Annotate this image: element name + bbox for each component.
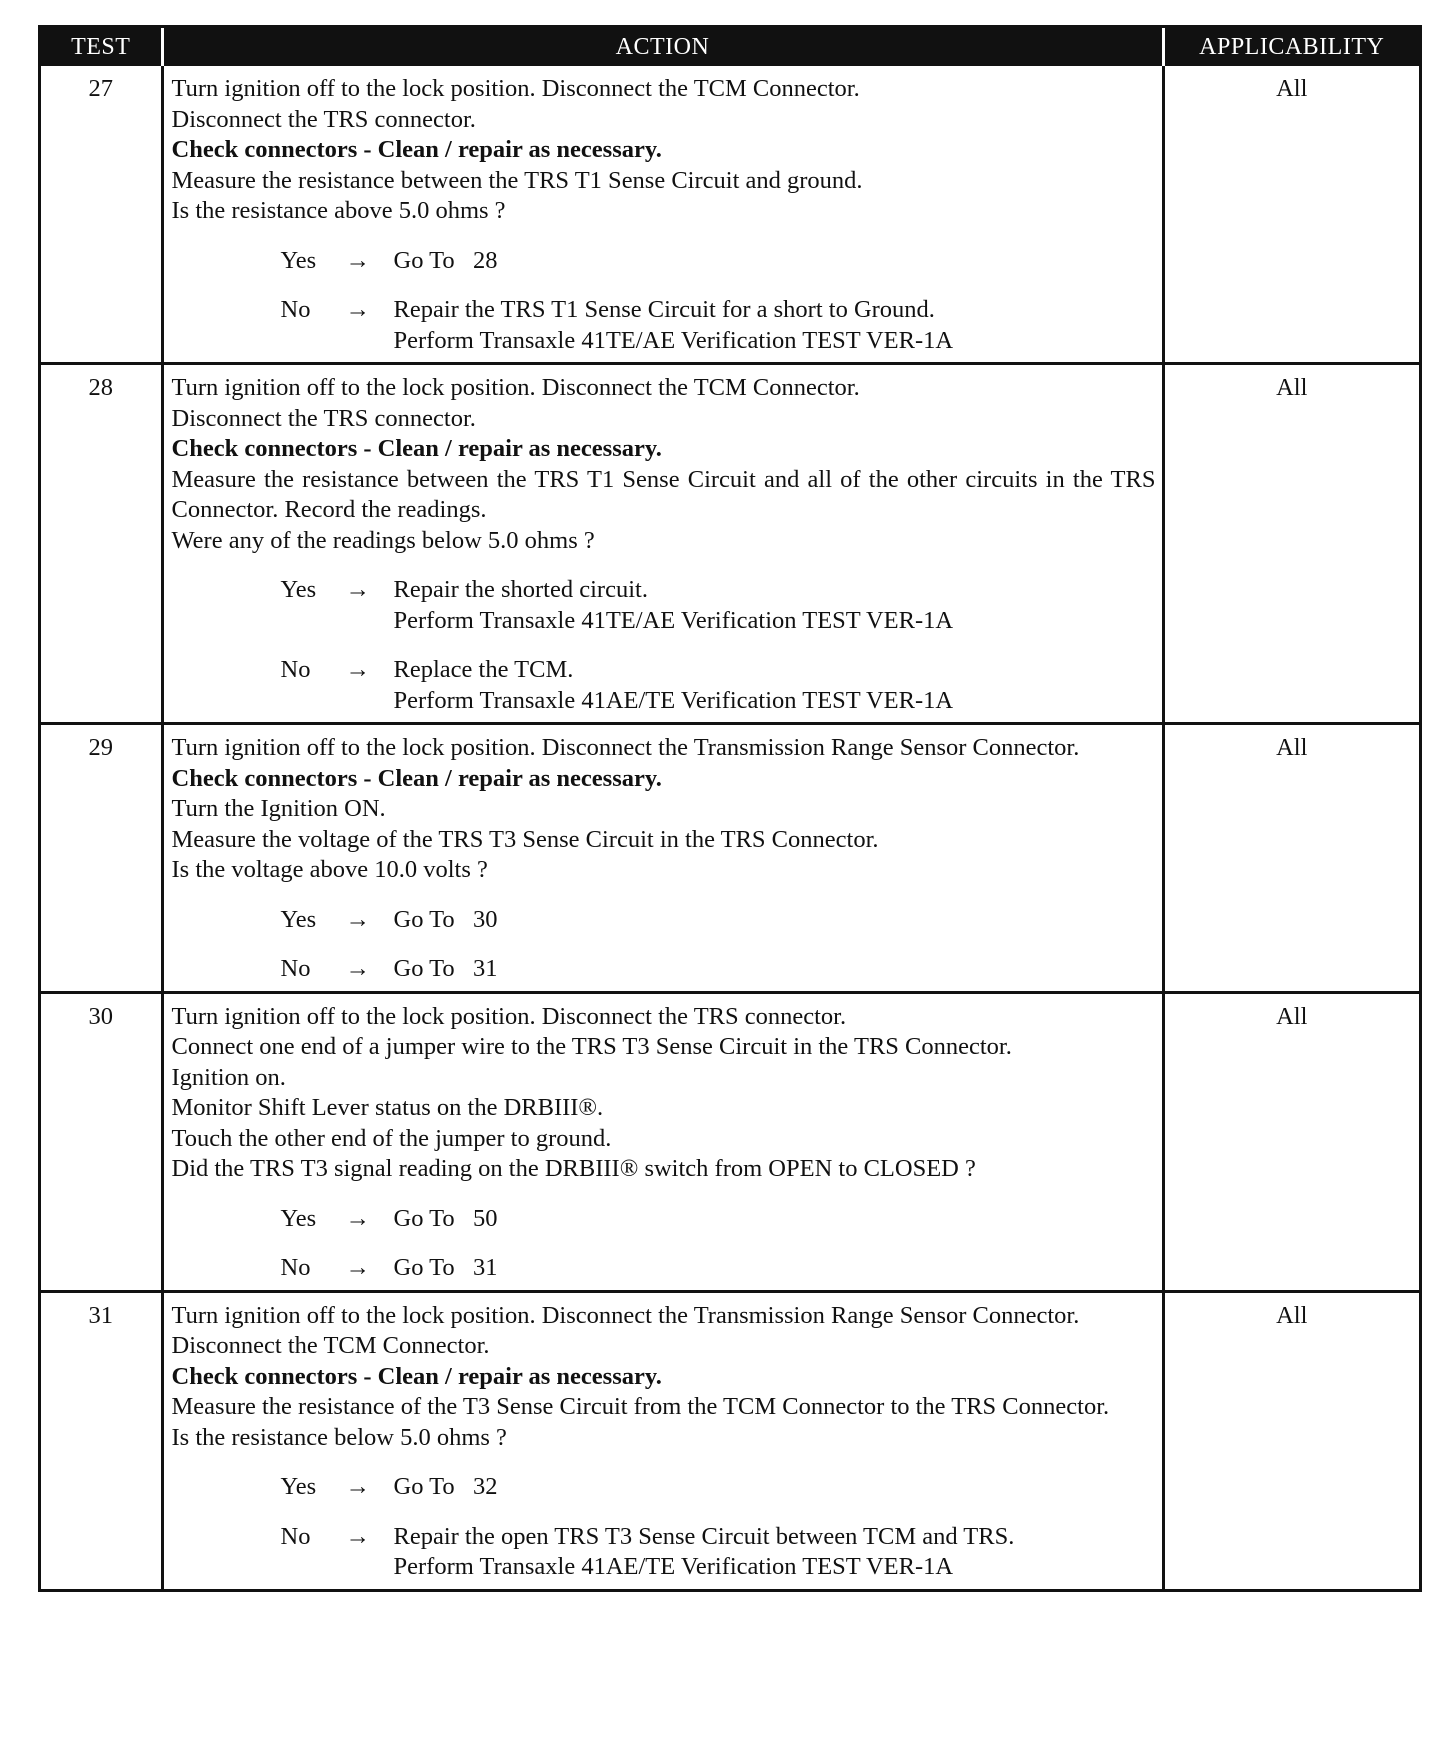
action-line: Measure the resistance between the TRS T1 Sense Circuit and all of the other circuits in the TRS Connector. Record the readings. [171,465,1156,523]
action-line: Touch the other end of the jumper to ground. [171,1124,612,1152]
answer-yes [172,1204,1156,1235]
question-line: Did the TRS T3 signal reading on the DRBIII® switch from OPEN to CLOSED ? [171,1155,976,1182]
answer-block [172,246,1156,357]
question-line: Is the voltage above 10.0 volts ? [171,856,488,883]
action-line: Disconnect the TRS connector. [171,404,476,432]
table-row [41,724,1419,993]
table-header [41,28,1419,66]
yes-label: Yes [280,576,317,603]
arrow-icon: → [345,296,370,323]
action-line: Measure the voltage of the TRS T3 Sense Circuit in the TRS Connector. [171,825,879,853]
arrow-icon: → [345,905,370,933]
applicability-value: All [1163,1291,1419,1589]
result-line: Perform Transaxle 41AE/TE Verification TEST VER-1A [393,686,954,714]
yes-label: Yes [280,246,317,274]
question-line: Were any of the readings below 5.0 ohms ? [171,526,595,554]
answer-yes [172,1472,1156,1503]
result-line: Go To 50 [393,1204,498,1232]
arrow-icon: → [345,1254,370,1281]
test-action [162,992,1163,1291]
result-line: Go To 30 [393,905,498,933]
diagnostic-test-table [38,25,1422,1592]
action-line: Turn ignition off to the lock position. Disconnect the TCM Connector. [171,75,860,102]
table-row [41,1291,1419,1589]
header-action: ACTION [162,28,1163,66]
test-table [41,28,1419,1589]
no-label: No [280,656,311,683]
action-line: Measure the resistance between the TRS T1 Sense Circuit and ground. [171,166,863,194]
answer-yes [172,246,1156,277]
result-line: Repair the TRS T1 Sense Circuit for a short to Ground. [393,296,935,323]
no-result [394,1522,1156,1583]
no-result [394,1253,1156,1284]
answer-block [172,1204,1156,1284]
result-line: Go To 28 [393,246,498,274]
yes-result [394,575,1156,636]
no-label: No [280,296,311,323]
no-label: No [280,1522,311,1550]
answer-yes [172,905,1156,936]
table-row [41,992,1419,1291]
test-number: 30 [41,992,162,1291]
test-number: 29 [41,724,162,993]
applicability-value: All [1163,724,1419,993]
table-row [41,364,1419,724]
answer-block [172,905,1156,985]
check-connectors-note: Check connectors - Clean / repair as necessary. [171,764,662,792]
arrow-icon: → [345,1204,370,1232]
action-line: Monitor Shift Lever status on the DRBIII®. [171,1094,604,1121]
arrow-icon: → [345,246,370,274]
action-line: Disconnect the TRS connector. [171,105,476,133]
test-action [162,66,1163,364]
question-line: Is the resistance above 5.0 ohms ? [171,197,506,224]
arrow-icon: → [345,656,370,683]
action-line: Turn ignition off to the lock position. Disconnect the TRS connector. [171,1002,847,1030]
result-line: Perform Transaxle 41TE/AE Verification TEST VER-1A [393,606,954,634]
yes-label: Yes [280,1473,317,1500]
result-line: Go To 31 [393,955,498,982]
result-line: Perform Transaxle 41TE/AE Verification TEST VER-1A [393,326,954,354]
no-label: No [280,1254,311,1281]
action-line: Turn ignition off to the lock position. Disconnect the Transmission Range Sensor Connector. [171,1301,1080,1329]
no-label: No [280,955,311,982]
test-action [162,724,1163,993]
result-line: Replace the TCM. [393,656,574,683]
answer-no [172,1522,1156,1583]
action-line: Ignition on. [171,1063,286,1091]
yes-result [394,246,1156,277]
result-line: Go To 32 [393,1473,498,1500]
arrow-icon: → [345,1522,370,1550]
result-line: Go To 31 [393,1254,498,1281]
question-line: Is the resistance below 5.0 ohms ? [171,1423,507,1451]
arrow-icon: → [345,955,370,982]
answer-no [172,954,1156,985]
result-line: Repair the open TRS T3 Sense Circuit between TCM and TRS. [393,1522,1015,1550]
answer-block [172,1472,1156,1583]
test-number: 27 [41,66,162,364]
applicability-value: All [1276,75,1308,102]
action-line: Measure the resistance of the T3 Sense Circuit from the TCM Connector to the TRS Connector. [171,1393,1110,1420]
action-line: Turn ignition off to the lock position. Disconnect the Transmission Range Sensor Connector. [171,734,1080,761]
result-line: Perform Transaxle 41AE/TE Verification TEST VER-1A [393,1553,954,1580]
header-test: TEST [41,28,162,66]
check-connectors-note: Check connectors - Clean / repair as necessary. [171,136,662,163]
answer-no [172,295,1156,356]
header-applicability: APPLICABILITY [1163,28,1419,66]
action-line: Turn ignition off to the lock position. Disconnect the TCM Connector. [171,374,860,401]
yes-label: Yes [280,905,317,933]
yes-label: Yes [280,1204,317,1232]
table-row [41,66,1419,364]
applicability-value: All [1163,992,1419,1291]
arrow-icon: → [345,1473,370,1500]
test-action [162,1291,1163,1589]
answer-yes [172,575,1156,636]
check-connectors-note: Check connectors - Clean / repair as necessary. [171,1362,662,1390]
answer-no [172,655,1156,716]
action-line: Turn the Ignition ON. [171,795,386,822]
test-number: 31 [41,1291,162,1589]
no-result [394,954,1156,985]
yes-result [394,1472,1156,1503]
no-result [394,295,1156,356]
test-number: 28 [41,364,162,724]
applicability-value: All [1163,364,1419,724]
action-line: Connect one end of a jumper wire to the TRS T3 Sense Circuit in the TRS Connector. [171,1033,1012,1060]
test-action [162,364,1163,724]
no-result [394,655,1156,716]
check-connectors-note: Check connectors - Clean / repair as necessary. [171,435,662,462]
action-line: Disconnect the TCM Connector. [171,1332,490,1359]
yes-result [394,905,1156,936]
arrow-icon: → [345,576,370,603]
answer-block [172,575,1156,716]
yes-result [394,1204,1156,1235]
result-line: Repair the shorted circuit. [393,576,648,603]
answer-no [172,1253,1156,1284]
